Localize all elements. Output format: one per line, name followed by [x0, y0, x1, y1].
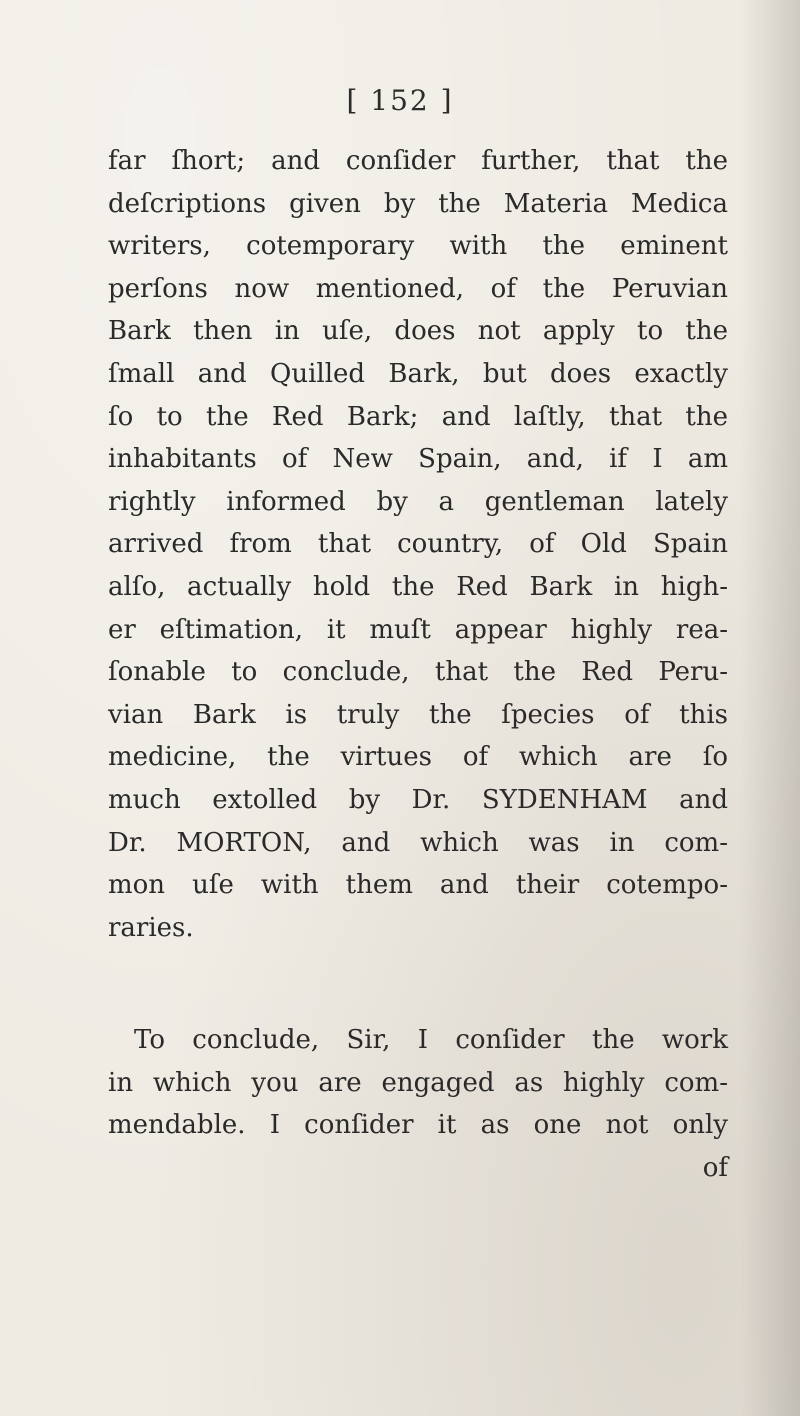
text-line: raries. — [108, 912, 194, 943]
text-line: ſo to the Red Bark; and laſtly, that the — [108, 401, 728, 432]
paragraph-1 — [108, 140, 728, 949]
text-line: arrived from that country, of Old Spain — [108, 529, 728, 560]
text-line: mon uſe with them and their cotempo- — [108, 870, 728, 901]
text-line: medicine, the virtues of which are ſo — [108, 742, 728, 773]
text-line: perſons now mentioned, of the Peruvian — [108, 273, 728, 304]
text-line: Bark then in uſe, does not apply to the — [108, 316, 728, 347]
text-line: mendable. I conſider it as one not only — [108, 1110, 728, 1141]
catchword: of — [702, 1153, 728, 1184]
page-edge-shadow — [740, 0, 800, 1416]
text-line: inhabitants of New Spain, and, if I am — [108, 444, 728, 475]
text-line: vian Bark is truly the ſpecies of this — [108, 699, 728, 730]
text-line: alſo, actually hold the Red Bark in high- — [108, 571, 728, 602]
text-line: rightly informed by a gentleman lately — [108, 486, 728, 517]
text-line: much extolled by Dr. SYDENHAM and — [108, 784, 728, 815]
text-line: Dr. MORTON, and which was in com- — [108, 827, 728, 858]
paragraph-2 — [108, 1019, 728, 1147]
text-line: deſcriptions given by the Materia Medica — [108, 188, 728, 219]
text-line: To conclude, Sir, I conſider the work — [134, 1025, 728, 1056]
page-number: [ 152 ] — [346, 84, 454, 117]
text-line: ſonable to conclude, that the Red Peru- — [108, 657, 728, 688]
text-line: in which you are engaged as highly com- — [108, 1067, 728, 1098]
text-line: far ſhort; and conſider further, that the — [108, 146, 728, 176]
body-text — [108, 140, 728, 1190]
text-line: writers, cotemporary with the eminent — [108, 231, 728, 262]
paragraph-gap — [108, 949, 728, 1019]
text-line: ſmall and Quilled Bark, but does exactly — [108, 358, 728, 389]
text-line: er eſtimation, it muſt appear highly rea- — [108, 614, 728, 645]
